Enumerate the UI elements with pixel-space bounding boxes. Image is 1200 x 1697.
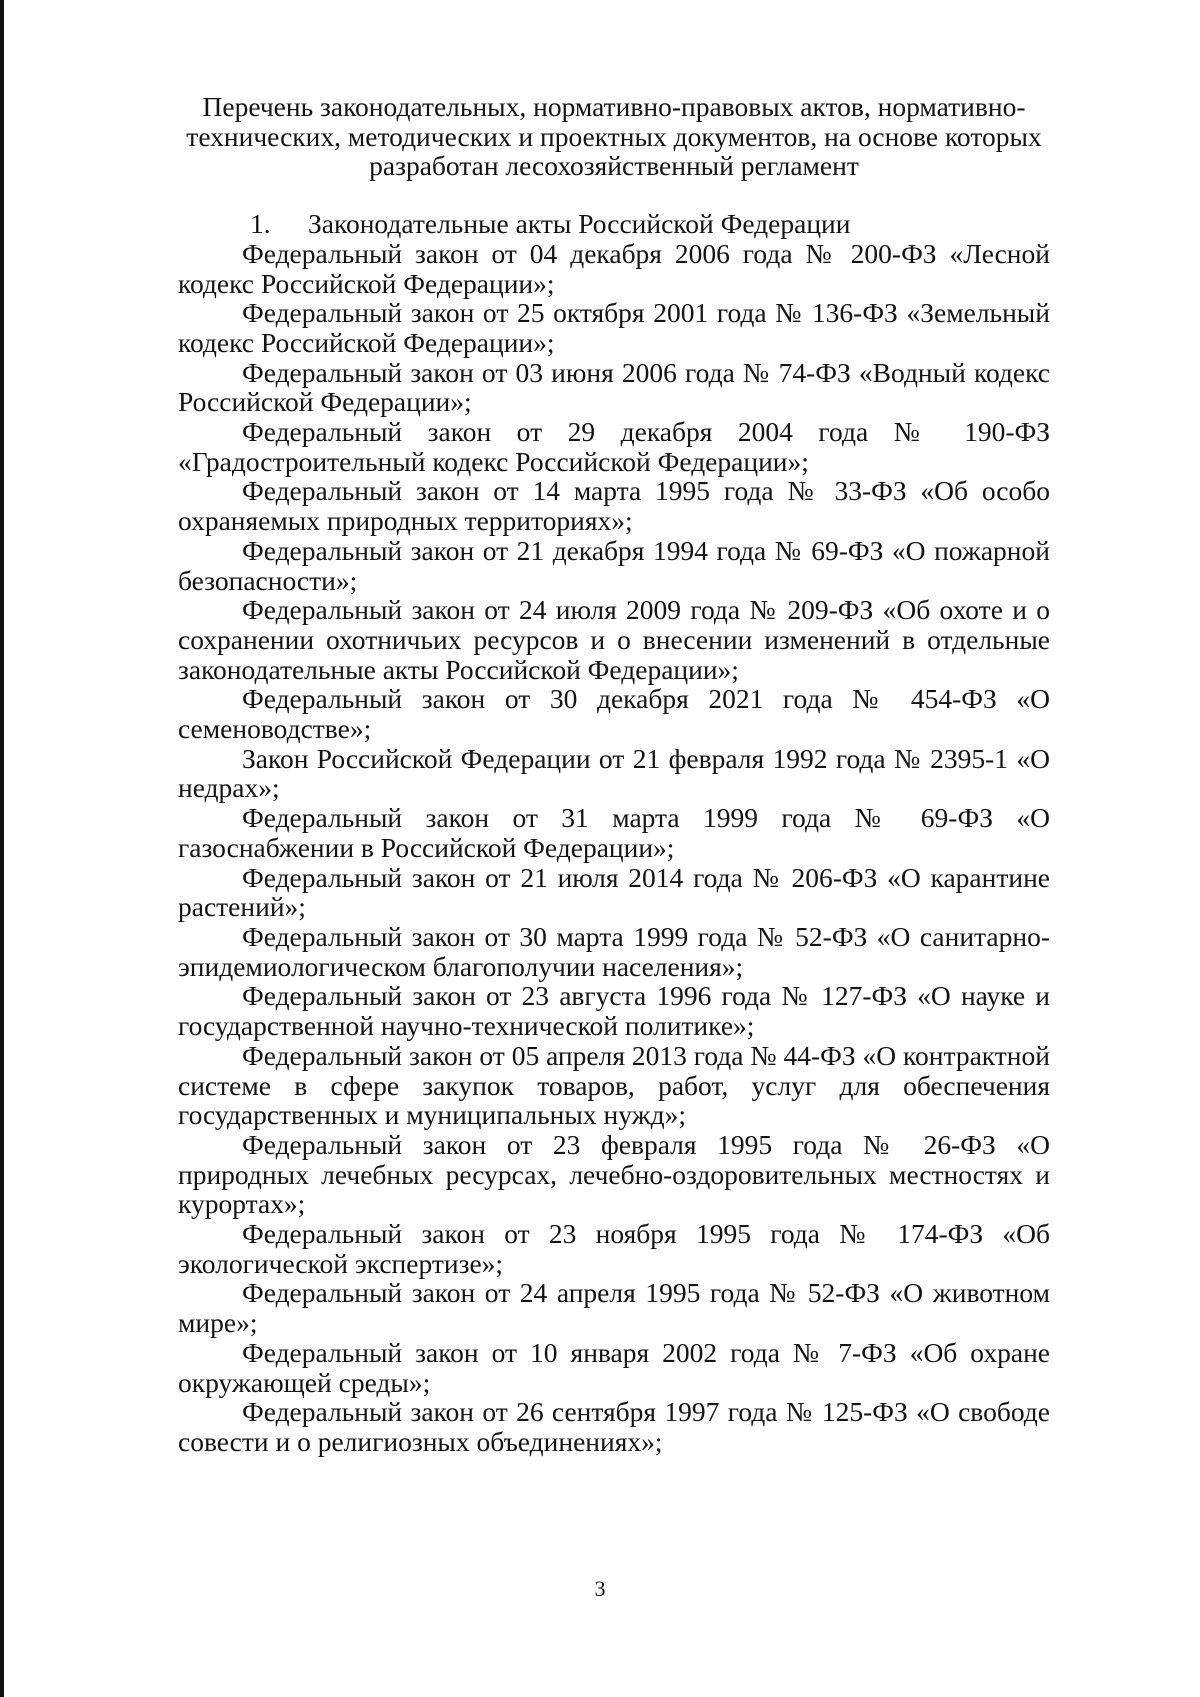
title-line: технических, методических и проектных документов, на основе которых (186, 120, 1042, 152)
law-entry: Федеральный закон от 14 марта 1995 года № 33-ФЗ «Об особо охраняемых природных территориях»; (178, 475, 1050, 537)
page-number: 3 (594, 1576, 606, 1601)
document-page (178, 92, 1050, 1457)
law-entry: Федеральный закон от 23 февраля 1995 года № 26-ФЗ «О природных лечебных ресурсах, лечебно-оздоровительных местностях и курортах»; (178, 1128, 1050, 1220)
law-entry: Федеральный закон от 29 декабря 2004 года № 190-ФЗ «Градостроительный кодекс Российской Федерации»; (178, 416, 1050, 477)
law-entry: Федеральный закон от 21 июля 2014 года № 206-ФЗ «О карантине растений»; (178, 861, 1050, 923)
law-entry: Федеральный закон от 25 октября 2001 года № 136-ФЗ «Земельный кодекс Российской Федерации»; (178, 297, 1050, 358)
section-number: 1. (250, 208, 271, 240)
law-entry: Федеральный закон от 24 июля 2009 года № 209-ФЗ «Об охоте и о сохранении охотничьих ресурсов и о внесении изменений в отдельные законодательные акты Российской Федерации»; (178, 594, 1050, 685)
scan-edge-line (0, 0, 4, 1697)
law-entry: Федеральный закон от 04 декабря 2006 года № 200-ФЗ «Лесной кодекс Российской Федерации»; (178, 237, 1050, 299)
law-entry: Федеральный закон от 30 декабря 2021 года № 454-ФЗ «О семеноводстве»; (178, 683, 1050, 745)
title-line: разработан лесохозяйственный регламент (369, 150, 859, 182)
law-entry: Федеральный закон от 23 августа 1996 года № 127-ФЗ «О науке и государственной научно-технической политике»; (178, 980, 1050, 1042)
law-entry: Федеральный закон от 30 марта 1999 года № 52-ФЗ «О санитарно-эпидемиологическом благополучии населения»; (178, 920, 1050, 982)
law-entry: Федеральный закон от 21 декабря 1994 года № 69-ФЗ «О пожарной безопасности»; (178, 534, 1050, 596)
law-entry: Федеральный закон от 05 апреля 2013 года № 44-ФЗ «О контрактной системе в сфере закупок товаров, работ, услуг для обеспечения государственных и муниципальных нужд»; (178, 1039, 1050, 1131)
section-heading-text: Законодательные акты Российской Федерации (308, 208, 851, 240)
law-list (178, 239, 1050, 1457)
law-entry: Федеральный закон от 23 ноября 1995 года № 174-ФЗ «Об экологической экспертизе»; (178, 1218, 1050, 1279)
law-entry: Закон Российской Федерации от 21 февраля 1992 года № 2395-1 «О недрах»; (178, 742, 1050, 804)
law-entry: Федеральный закон от 26 сентября 1997 года № 125-ФЗ «О свободе совести и о религиозных объединениях»; (178, 1396, 1050, 1457)
title-line: Перечень законодательных, нормативно-правовых актов, нормативно- (202, 91, 1026, 122)
law-entry: Федеральный закон от 10 января 2002 года № 7-ФЗ «Об охране окружающей среды»; (178, 1336, 1050, 1398)
section-heading (178, 209, 1050, 239)
document-title (178, 92, 1050, 181)
law-entry: Федеральный закон от 31 марта 1999 года № 69-ФЗ «О газоснабжении в Российской Федерации»; (178, 802, 1050, 863)
law-entry: Федеральный закон от 03 июня 2006 года № 74-ФЗ «Водный кодекс Российской Федерации»; (178, 356, 1050, 418)
law-entry: Федеральный закон от 24 апреля 1995 года № 52-ФЗ «О животном мире»; (178, 1277, 1050, 1339)
